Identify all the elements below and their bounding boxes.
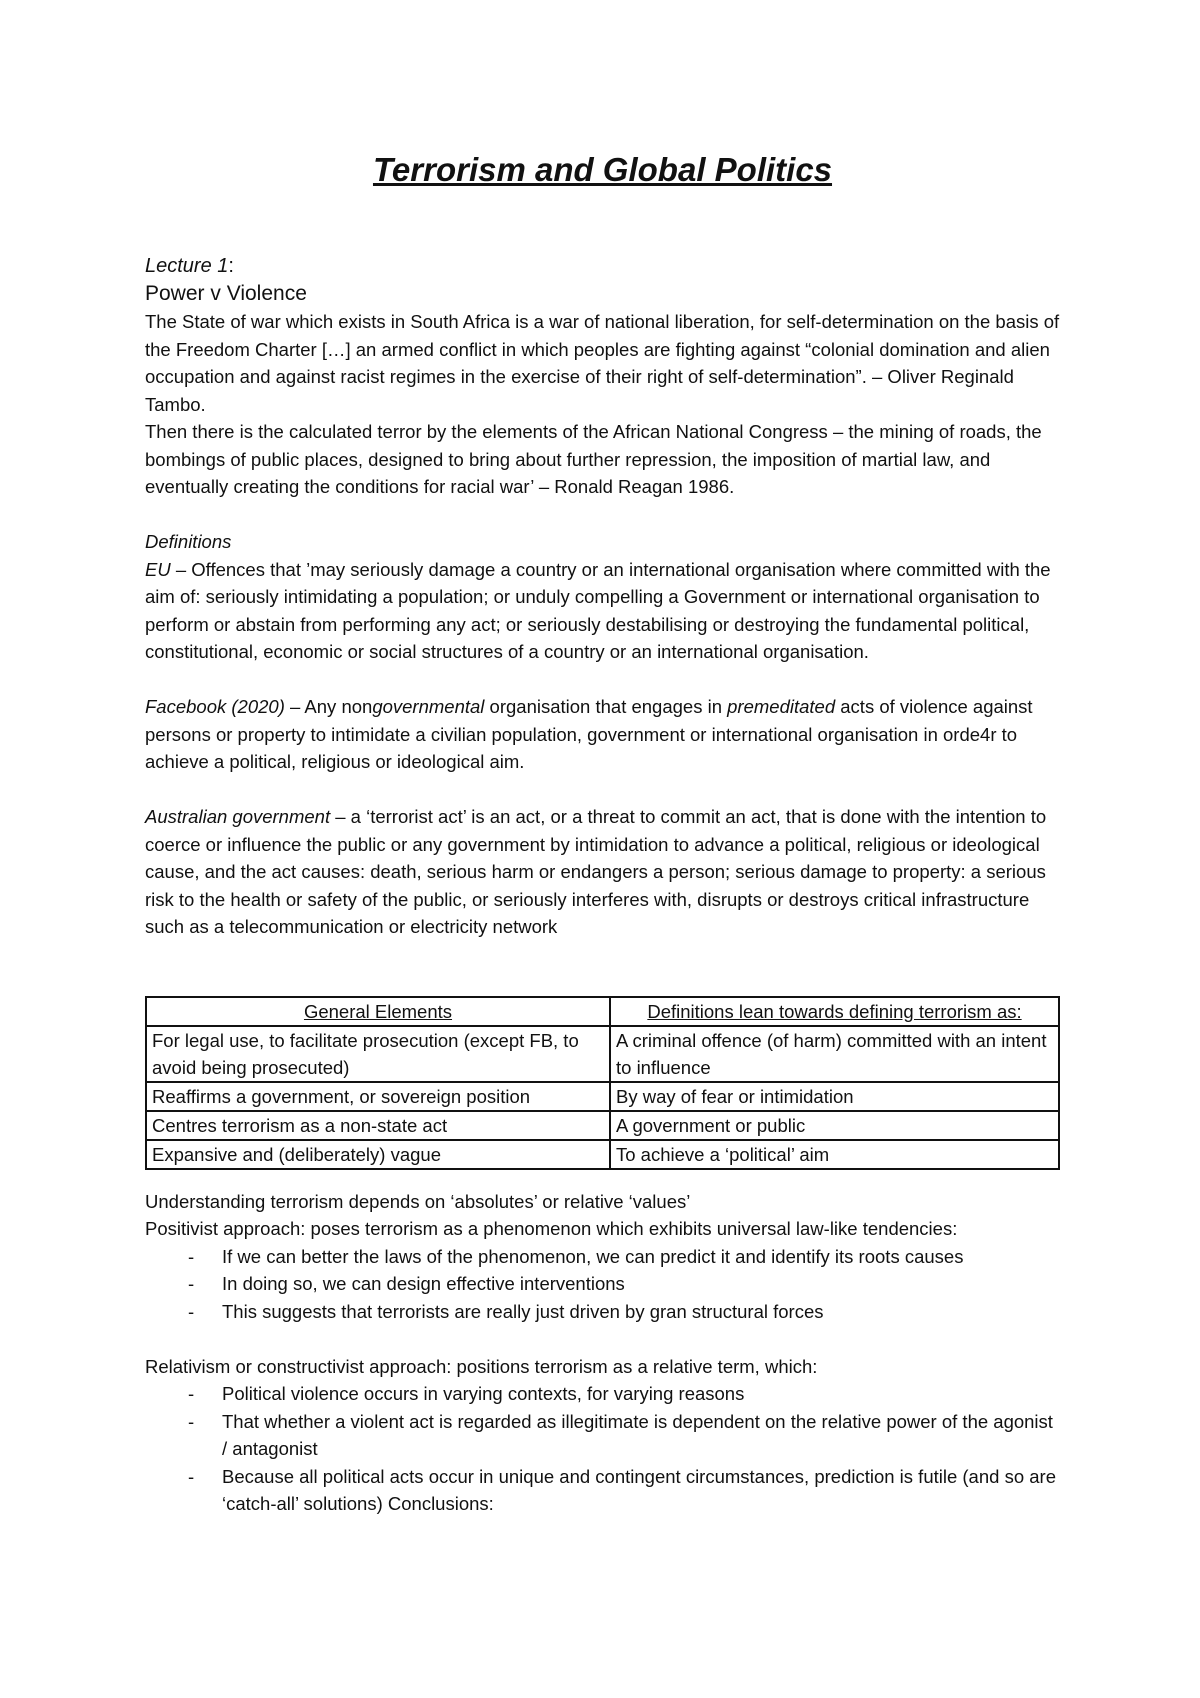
list-item: - In doing so, we can design effective interventions xyxy=(145,1270,1060,1298)
definition-facebook: Facebook (2020) – Any nongovernmental organisation that engages in premeditated acts of violence against persons or property to intimidate a civilian population, government or international organisation in orde4r to achieve a political, religious or ideological aim. xyxy=(145,696,1033,772)
lecture-number: Lecture 1 xyxy=(145,255,229,277)
table-cell: By way of fear or intimidation xyxy=(610,1082,1059,1111)
table-row xyxy=(146,1026,1059,1082)
definition-australia-label: Australian government xyxy=(145,806,331,827)
list-item: - That whether a violent act is regarded as illegitimate is dependent on the relative power of the agonist / antagonist xyxy=(145,1408,1060,1463)
document-body xyxy=(145,150,1060,1518)
table-cell: To achieve a ‘political’ aim xyxy=(610,1140,1059,1169)
definitions-table xyxy=(145,996,1060,1170)
list-item: - Political violence occurs in varying contexts, for varying reasons xyxy=(145,1380,1060,1408)
tambo-quote: The State of war which exists in South Africa is a war of national liberation, for self-determination on the basis of the Freedom Charter […] an armed conflict in which peoples are fighting against “colonial domination and alien occupation and against racist regimes in the exercise of their right of self-determination”. – Oliver Reginald Tambo. xyxy=(145,311,1060,415)
table-header-general-elements: General Elements xyxy=(146,997,610,1026)
table-cell: For legal use, to facilitate prosecution (except FB, to avoid being prosecuted) xyxy=(146,1026,610,1082)
table-cell: A government or public xyxy=(610,1111,1059,1140)
table-header-definitions: Definitions lean towards defining terrorism as: xyxy=(610,997,1059,1026)
table-cell: Expansive and (deliberately) vague xyxy=(146,1140,610,1169)
list-item: - If we can better the laws of the phenomenon, we can predict it and identify its roots causes xyxy=(145,1243,1060,1271)
table-row xyxy=(146,1111,1059,1140)
table-row xyxy=(146,1082,1059,1111)
positivist-list xyxy=(145,1243,1060,1326)
section-heading: Power v Violence xyxy=(145,282,307,305)
relativist-intro: Relativism or constructivist approach: positions terrorism as a relative term, which: xyxy=(145,1355,818,1377)
definition-eu: EU – Offences that ’may seriously damage a country or an international organisation where committed with the aim of: seriously intimidating a population; or unduly compelling a Government or international organisation to perform or abstain from performing any act; or seriously destabilising or destroying the fundamental political, constitutional, economic or social structures of a country or an international organisation. xyxy=(145,558,1051,662)
lecture-label xyxy=(145,252,1060,280)
table-cell: Reaffirms a government, or sovereign position xyxy=(146,1082,610,1111)
understanding-text: Understanding terrorism depends on ‘absolutes’ or relative ‘values’ xyxy=(145,1190,691,1212)
table-row xyxy=(146,1140,1059,1169)
definition-australia: Australian government – a ‘terrorist act’ is an act, or a threat to commit an act, that is done with the intention to coerce or influence the public or any government by intimidation to advance a political, religious or ideological cause, and the act causes: death, serious harm or endangers a person; serious damage to property: a serious risk to the health or safety of the public, or seriously interferes with, disrupts or destroys critical infrastructure such as a telecommunication or electricity network xyxy=(145,806,1047,937)
page-title: Terrorism and Global Politics xyxy=(372,151,833,188)
list-item: - Because all political acts occur in unique and contingent circumstances, prediction is futile (and so are ‘catch-all’ solutions) Conclusions: xyxy=(145,1463,1060,1518)
lecture-colon: : xyxy=(228,255,234,277)
definitions-label: Definitions xyxy=(145,531,232,552)
definition-facebook-label: Facebook (2020) xyxy=(145,696,285,717)
reagan-quote: Then there is the calculated terror by the elements of the African National Congress – the mining of roads, the bombings of public places, designed to bring about further repression, the imposition of martial law, and eventually creating the conditions for racial war’ – Ronald Reagan 1986. xyxy=(145,421,1042,497)
table-cell: Centres terrorism as a non-state act xyxy=(146,1111,610,1140)
definition-eu-label: EU xyxy=(145,558,171,580)
table-header-row xyxy=(146,997,1059,1026)
relativist-list xyxy=(145,1380,1060,1518)
table-cell: A criminal offence (of harm) committed with an intent to influence xyxy=(610,1026,1059,1082)
list-item: - This suggests that terrorists are really just driven by gran structural forces xyxy=(145,1298,1060,1326)
positivist-intro: Positivist approach: poses terrorism as a phenomenon which exhibits universal law-like tendencies: xyxy=(145,1218,958,1239)
